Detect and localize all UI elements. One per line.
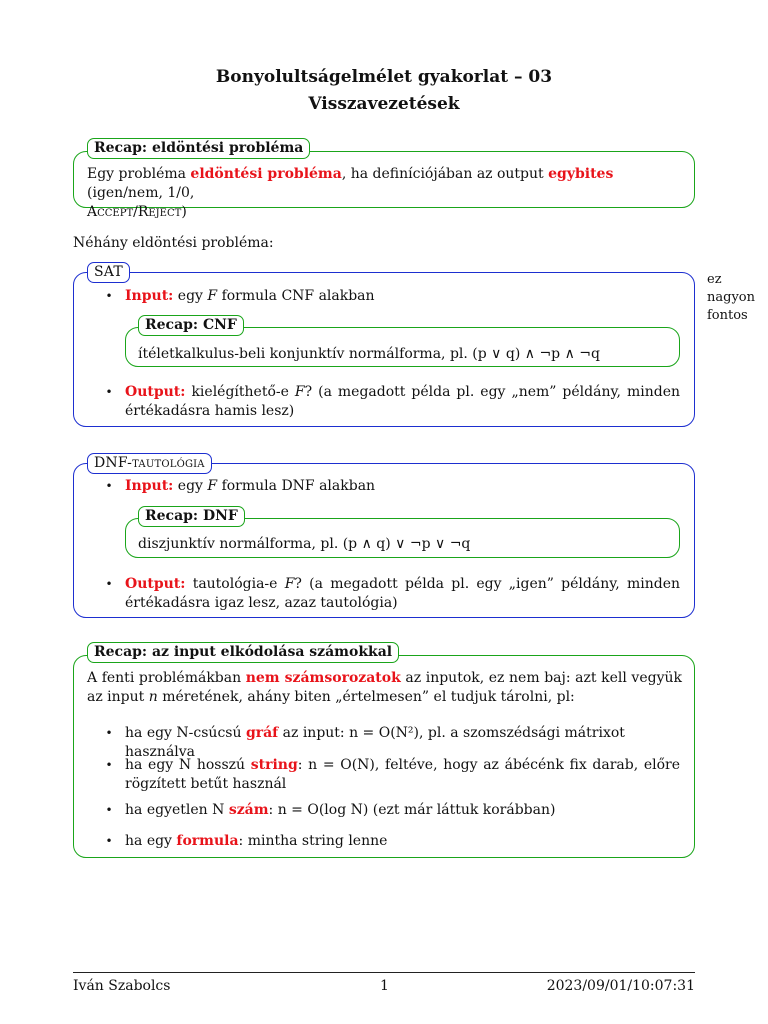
footer-page-number: 1: [380, 978, 389, 994]
bullet-dot: •: [105, 803, 113, 817]
intro-text: Néhány eldöntési probléma:: [73, 235, 274, 251]
encoding-item-string: ha egy N hosszú string: n = O(N), feltéve, hogy az ábécénk fix darab, előre rögzített betűt használ: [125, 757, 681, 792]
footer-date: 2023/09/01/10:07:31: [546, 978, 695, 994]
recap-decision-label: Recap: eldöntési probléma: [87, 138, 310, 159]
bullet-dot: •: [105, 479, 113, 493]
bullet-dot: •: [105, 577, 113, 591]
bullet-dot: •: [105, 726, 113, 740]
bullet-dot: •: [105, 385, 113, 399]
recap-dnf-label: Recap: DNF: [138, 506, 245, 527]
encoding-item-number: ha egyetlen N szám: n = O(log N) (ezt már láttuk korábban): [125, 802, 556, 818]
side-note-3: fontos: [707, 308, 748, 323]
page-subtitle: Visszavezetések: [308, 94, 460, 114]
recap-decision-text: Egy probléma eldöntési probléma, ha definíciójában az output egybites (igen/nem, 1/0, Accept/Reject): [87, 166, 614, 220]
footer-author: Iván Szabolcs: [73, 978, 171, 994]
bullet-dot: •: [105, 834, 113, 848]
sat-output-text: Output: kielégíthető-e F? (a megadott példa pl. egy „nem” példány, minden értékadásra hamis lesz): [125, 384, 680, 419]
recap-cnf-label: Recap: CNF: [138, 315, 244, 336]
sat-label: SAT: [87, 262, 130, 283]
recap-encoding-intro: A fenti problémákban nem számsorozatok az inputok, ez nem baj: azt kell vegyük az input n méretének, ahány biten „értelmesen” el tudjuk tárolni, pl:: [87, 670, 682, 705]
recap-dnf-text: diszjunktív normálforma, pl. (p ∧ q) ∨ ¬p ∨ ¬q: [138, 536, 471, 552]
recap-encoding-label: Recap: az input elkódolása számokkal: [87, 642, 399, 663]
recap-cnf-text: ítéletkalkulus-beli konjunktív normálforma, pl. (p ∨ q) ∧ ¬p ∧ ¬q: [138, 346, 600, 362]
bullet-dot: •: [105, 758, 113, 772]
encoding-item-graph: ha egy N-csúcsú gráf az input: n = O(N²), pl. a szomszédsági mátrixot használva: [125, 725, 625, 760]
encoding-item-formula: ha egy formula: mintha string lenne: [125, 833, 388, 849]
side-note-2: nagyon: [707, 290, 755, 305]
dnf-input-text: Input: egy F formula DNF alakban: [125, 478, 376, 494]
page-title: Bonyolultságelmélet gyakorlat – 03: [215, 67, 553, 87]
dnf-tautology-label: DNF-tautológia: [87, 453, 212, 474]
side-note-1: ez: [707, 272, 722, 287]
bullet-dot: •: [105, 289, 113, 303]
dnf-output-text: Output: tautológia-e F? (a megadott példa pl. egy „igen” példány, minden értékadásra igaz lesz, azaz tautológia): [125, 576, 681, 611]
footer-rule: [73, 972, 695, 973]
sat-input-text: Input: egy F formula CNF alakban: [125, 288, 375, 304]
